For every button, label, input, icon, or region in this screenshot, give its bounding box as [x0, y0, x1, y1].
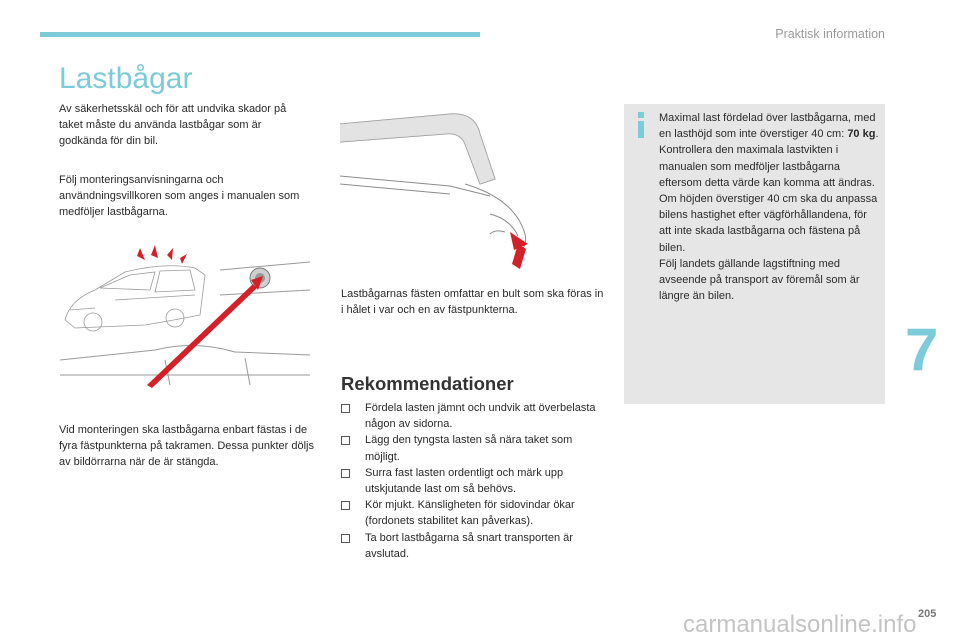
car-roof-mounting-illustration	[55, 240, 315, 400]
page-number: 205	[918, 608, 937, 620]
section-title: Praktisk information	[775, 27, 885, 41]
list-item: Lägg den tyngsta lasten så nära taket som möjligt.	[341, 432, 606, 464]
checkbox-icon	[341, 436, 350, 445]
recommendations-list	[341, 400, 606, 562]
checkbox-icon	[341, 534, 350, 543]
max-load-value: 70 kg	[847, 128, 876, 141]
watermark[interactable]: carmanualsonline.info	[683, 611, 917, 638]
list-item: Ta bort lastbågarna så snart transporten är avslutad.	[341, 530, 606, 562]
info-text: Maximal last fördelad över lastbågarna, med en lasthöjd som inte överstiger 40 cm: 70 kg. Kontrollera den maximala lastvikten i manualen som medföljer lastbågarna eftersom detta värde kan komma att ändras. Om höjden överstiger 40 cm ska du anpassa bilens hastighet efter vägförhållandena, för att inte skada lastbågarna och fästena på bilen. Följ landets gällande lagstiftning med avseende på transport av föremål som är längre än bilen.	[659, 112, 879, 303]
chapter-number: 7	[905, 316, 939, 383]
info-icon	[634, 112, 648, 138]
safety-paragraph: Av säkerhetsskäl och för att undvika skador på taket måste du använda lastbågar som är godkända för din bil.	[59, 103, 287, 148]
bolt-caption: Lastbågarnas fästen omfattar en bult som ska föras in i hålet i var och en av fästpunkterna.	[341, 288, 604, 317]
list-item: Surra fast lasten ordentligt och märk upp utskjutande last om så behövs.	[341, 465, 606, 497]
page-title: Lastbågar	[59, 62, 193, 95]
instructions-paragraph: Följ monteringsanvisningarna och användningsvillkoren som anges i manualen som medföljer lastbågarna.	[59, 174, 300, 219]
info-box	[624, 104, 885, 404]
checkbox-icon	[341, 404, 350, 413]
top-accent-bar	[40, 32, 480, 37]
checkbox-icon	[341, 469, 350, 478]
recommendations-heading: Rekommendationer	[341, 373, 514, 394]
list-item: Kör mjukt. Känsligheten för sidovindar ökar (fordonets stabilitet kan påverkas).	[341, 497, 606, 529]
mounting-points-paragraph: Vid monteringen ska lastbågarna enbart fästas i de fyra fästpunkterna på takramen. Dessa punkter döljs av bildörrarna när de är stängda.	[59, 424, 314, 469]
roof-bar-bolt-illustration	[340, 104, 545, 269]
checkbox-icon	[341, 501, 350, 510]
list-item: Fördela lasten jämnt och undvik att överbelasta någon av sidorna.	[341, 400, 606, 432]
